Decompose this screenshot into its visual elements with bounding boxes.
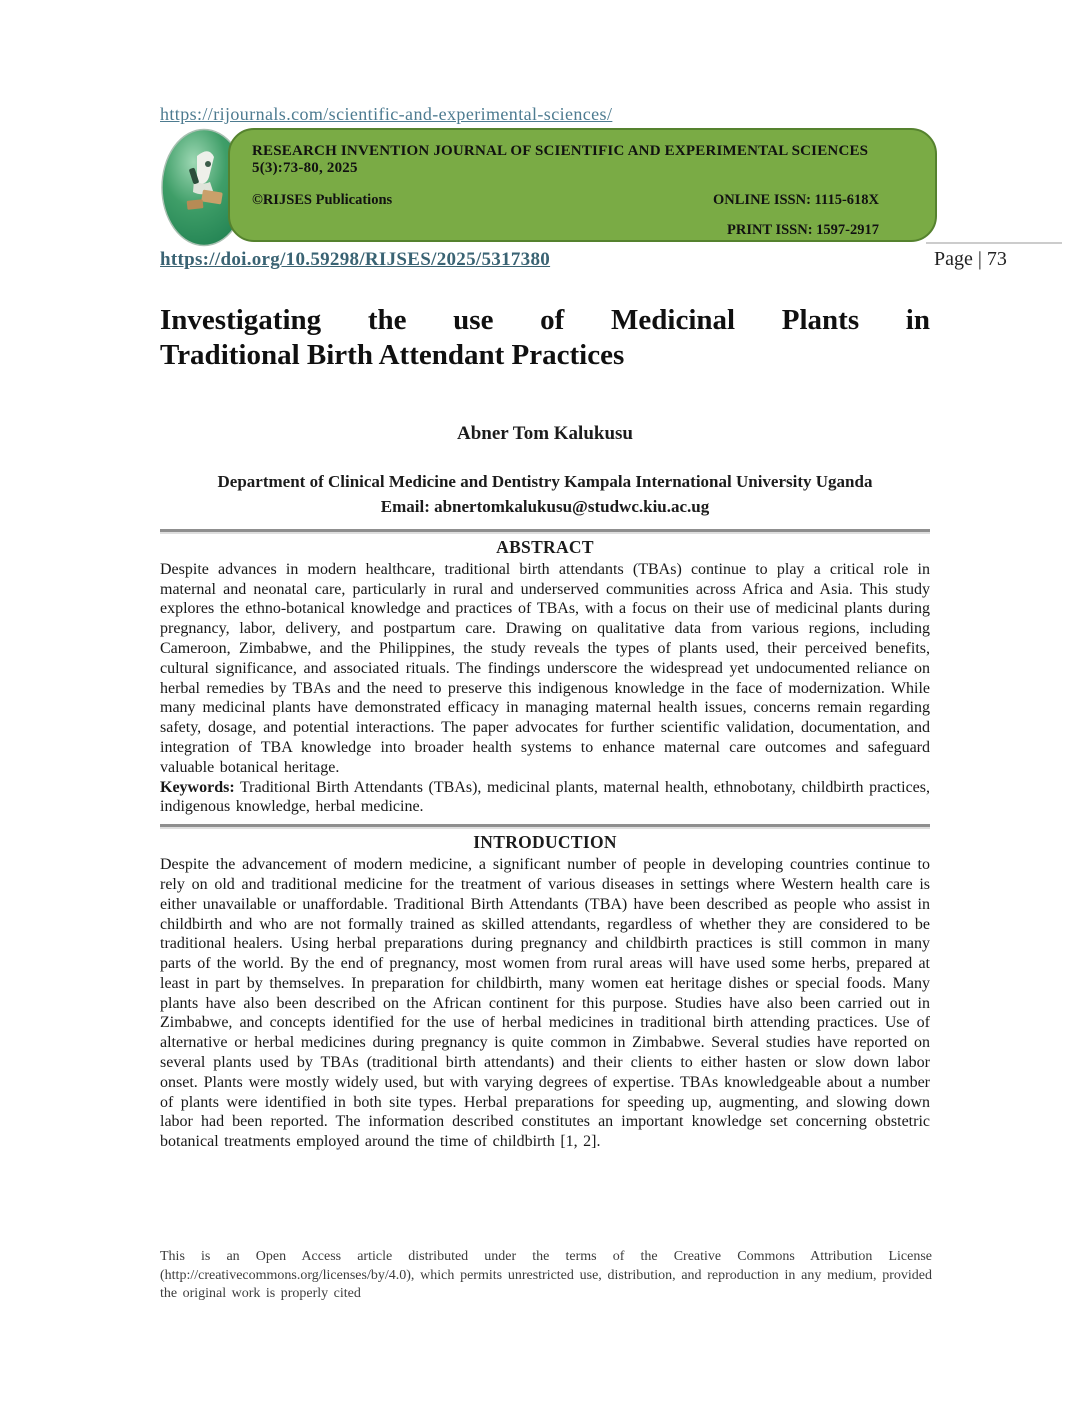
doi-link[interactable]: https://doi.org/10.59298/RIJSES/2025/5317380 — [160, 249, 551, 270]
introduction-heading: INTRODUCTION — [473, 832, 617, 853]
article-title-line2: Traditional Birth Attendant Practices — [160, 339, 625, 372]
article-title — [160, 303, 930, 374]
journal-site-link[interactable]: https://rijournals.com/scientific-and-experimental-sciences/ — [160, 104, 613, 124]
abstract-heading: ABSTRACT — [496, 536, 594, 557]
abstract-text: Despite advances in modern healthcare, traditional birth attendants (TBAs) continue to play a critical role in maternal and neonatal care, particularly in rural and underserved communities across Africa and Asia. This study explores the ethno-botanical knowledge and practices of TBAs, with a focus on their use of medicinal plants during pregnancy, labor, delivery, and postpartum care. Drawing on qualitative data from various regions, including Cameroon, Zimbabwe, and the Philippines, the study reveals the types of plants used, their perceived benefits, cultural significance, and associated rituals. The findings underscore the widespread yet undocumented reliance on herbal remedies by TBAs and the need to preserve this indigenous knowledge in the face of modernization. While many medicinal plants have demonstrated efficacy in managing maternal health issues, concerns remain regarding safety, dosage, and potential interactions. The paper advocates for further scientific validation, documentation, and integration of TBA knowledge into broader health systems to enhance maternal care outcomes and safeguard valuable botanical heritage. — [160, 560, 930, 776]
author-email: Email: abnertomkalukusu@studwc.kiu.ac.ug — [380, 496, 710, 516]
introduction-text: Despite the advancement of modern medicine, a significant number of people in developing countries continue to rely on old and traditional medicine for the treatment of various diseases in settings where Western health care is either unavailable or unaffordable. Traditional Birth Attendants (TBA) have been described as people who assist in childbirth and who are not formally trained as skilled attendants, regardless of whether they are considered to be traditional healers. Using herbal preparations during pregnancy and childbirth practices is still common in many parts of the world. By the end of pregnancy, most women from rural areas will have used some herbs, prepared at least in part by themselves. In preparation for childbirth, many women eat heritage dishes or special foods. Many plants have also been described on the African continent for this purpose. Studies have also been carried out in Zimbabwe, and concepts identified for the use of herbal medicines in traditional birth attending practices. Use of alternative or herbal medicines during pregnancy is quite common in Zimbabwe. Several studies have reported on several plants used by TBAs (traditional birth attendants) and their clients to either hasten or slow down labor onset. Plants were mostly widely used, but with varying degrees of expertise. TBAs knowledgeable about a number of plants were identified in both site types. Herbal preparations for speeding up, augmenting, and slowing down labor had been reported. The information described constitutes an important knowledge set concerning obstetric botanical treatments employed around the time of childbirth [1, 2]. — [160, 856, 930, 1151]
journal-header-banner — [228, 128, 937, 242]
article-body — [160, 303, 930, 1152]
license-statement: This is an Open Access article distributed under the terms of the Creative Commons Attribution License (http://creativecommons.org/licenses/by/4.0), which permits unrestricted use, distribution, and reproduction in any medium, provided the original work is properly cited — [160, 1249, 932, 1302]
keywords-line — [160, 778, 930, 818]
article-title-line1: Investigating the use of Medicinal Plants in — [160, 304, 930, 336]
print-issn-label: PRINT ISSN: 1597-2917 — [726, 222, 879, 238]
author-name: Abner Tom Kalukusu — [456, 422, 633, 444]
page-number: Page | 73 — [934, 248, 1007, 270]
journal-title-line: RESEARCH INVENTION JOURNAL OF SCIENTIFIC AND EXPERIMENTAL SCIENCES 5(3):73-80, 2025 — [252, 143, 869, 176]
section-divider — [160, 824, 930, 829]
author-affiliation: Department of Clinical Medicine and Dentistry Kampala International University Uganda — [217, 471, 873, 491]
keywords-label: Keywords: — [160, 778, 235, 796]
publisher-label: ©RIJSES Publications — [252, 192, 393, 208]
section-divider — [160, 529, 930, 534]
page-number-rule — [926, 242, 1062, 271]
online-issn-label: ONLINE ISSN: 1115-618X — [713, 192, 879, 208]
keywords-text: Traditional Birth Attendants (TBAs), medicinal plants, maternal health, ethnobotany, childbirth practices, indigenous knowledge, herbal medicine. — [160, 778, 930, 816]
